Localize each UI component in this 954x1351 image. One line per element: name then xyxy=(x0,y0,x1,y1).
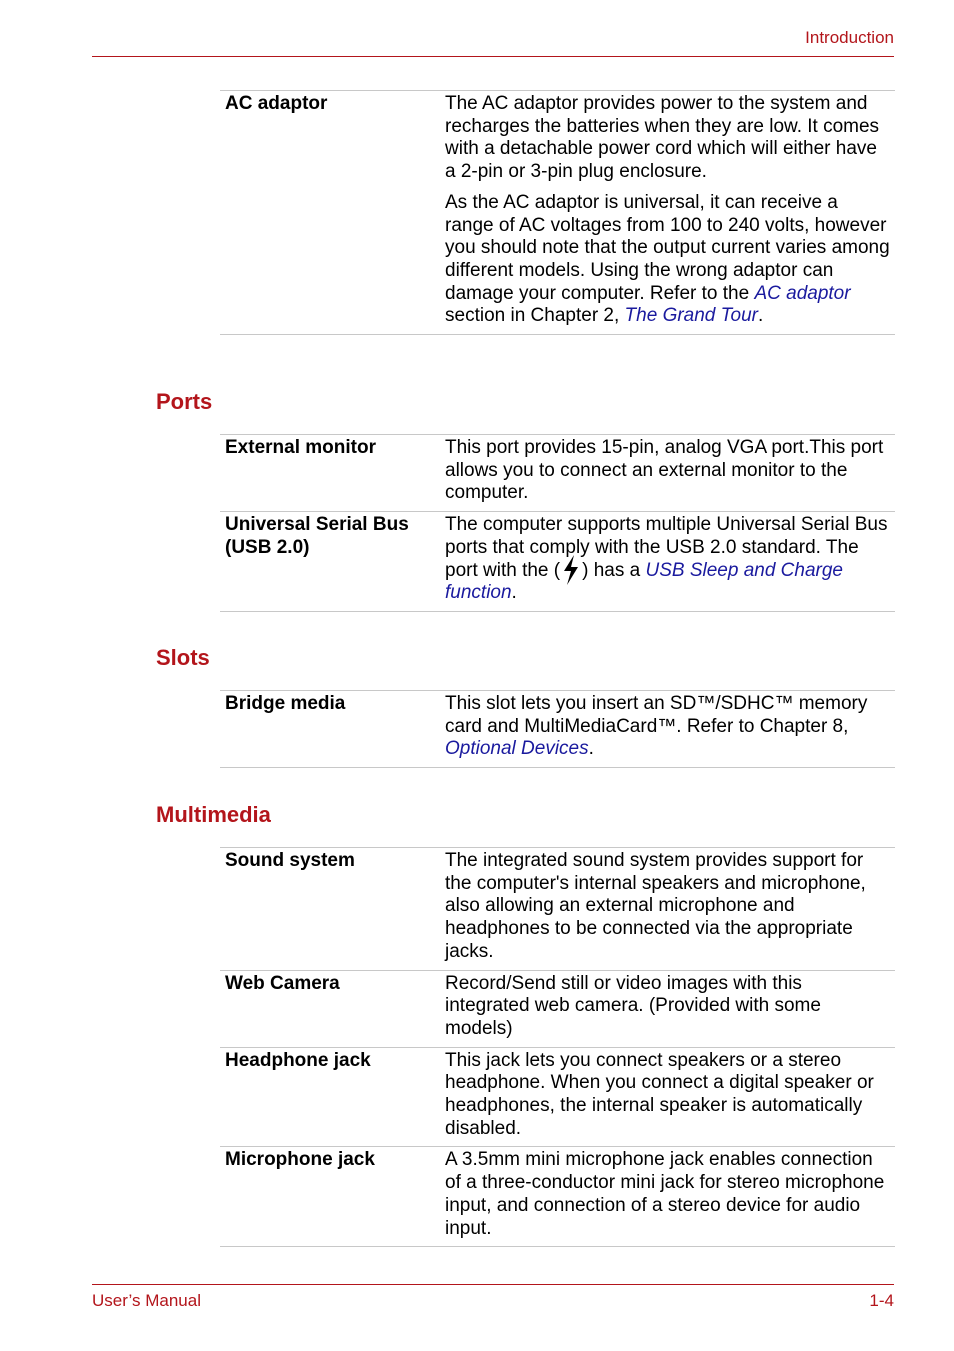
term-bridge-media: Bridge media xyxy=(225,693,346,714)
header-rule xyxy=(92,56,894,57)
section-title-slots: Slots xyxy=(156,645,210,670)
link-the-grand-tour[interactable]: The Grand Tour xyxy=(624,305,758,327)
slots-table xyxy=(220,690,895,768)
term-headphone-jack: Headphone jack xyxy=(225,1049,371,1071)
desc-ac-adaptor xyxy=(445,93,895,328)
multimedia-table xyxy=(220,847,895,1247)
table-row xyxy=(220,1147,895,1247)
desc-bridge-media: This slot lets you insert an SD™/SDHC™ memory card and MultiMediaCard™. Refer to Chapter 8, Optional Devices. xyxy=(445,693,868,760)
table-row xyxy=(220,91,895,335)
link-optional-devices[interactable]: Optional Devices xyxy=(445,738,589,760)
table-row xyxy=(220,512,895,612)
footer-rule xyxy=(92,1284,894,1285)
desc-web-camera: Record/Send still or video images with this integrated web camera. (Provided with some models) xyxy=(445,972,821,1039)
link-ac-adaptor[interactable]: AC adaptor xyxy=(754,282,851,304)
table-row xyxy=(220,971,895,1048)
ac-adaptor-paragraph-2: As the AC adaptor is universal, it can receive a range of AC voltages from 100 to 240 volts, however you should note that the output current varies among different models. Using the wrong adaptor can damage your computer. Refer to the AC adaptor section in Chapter 2, The Grand Tour. xyxy=(445,191,890,327)
term-sound-system: Sound system xyxy=(225,850,355,871)
desc-microphone-jack: A 3.5mm mini microphone jack enables connection of a three-conductor mini jack for stereo microphone input, and connection of a stereo device for audio input. xyxy=(445,1149,885,1239)
term-usb: Universal Serial Bus (USB 2.0) xyxy=(225,514,409,558)
ports-table xyxy=(220,434,895,612)
footer-manual-title: User’s Manual xyxy=(92,1291,201,1310)
table-row xyxy=(220,691,895,768)
term-external-monitor: External monitor xyxy=(225,437,376,458)
header-section-title: Introduction xyxy=(805,28,894,47)
desc-usb: The computer supports multiple Universal Serial Bus ports that comply with the USB 2.0 standard. The port with the ( ) has a USB Sleep and Charge function. xyxy=(445,514,888,604)
desc-headphone-jack: This jack lets you connect speakers or a stereo headphone. When you connect a digital speaker or headphones, the internal speaker is automatically disabled. xyxy=(445,1049,874,1139)
desc-sound-system: The integrated sound system provides support for the computer's internal speakers and microphone, also allowing an external microphone and headphones to be connected via the appropriate jacks. xyxy=(445,850,866,962)
link-usb-sleep-and-charge[interactable]: USB Sleep and Charge function xyxy=(445,559,843,604)
term-web-camera: Web Camera xyxy=(225,972,340,994)
section-title-multimedia: Multimedia xyxy=(156,802,271,827)
term-ac-adaptor: AC adaptor xyxy=(225,93,328,114)
table-row xyxy=(220,435,895,512)
footer-page-number: 1-4 xyxy=(869,1291,894,1310)
desc-external-monitor: This port provides 15-pin, analog VGA port.This port allows you to connect an external monitor to the computer. xyxy=(445,437,884,504)
table-row xyxy=(220,848,895,971)
table-row xyxy=(220,1048,895,1148)
ac-adaptor-paragraph-1: The AC adaptor provides power to the system and recharges the batteries when they are low. It comes with a detachable power cord which will either have a 2-pin or 3-pin plug enclosure. xyxy=(445,93,880,183)
ac-adaptor-table xyxy=(220,90,895,335)
usb-sleep-charge-icon xyxy=(560,554,582,586)
term-microphone-jack: Microphone jack xyxy=(225,1149,375,1171)
section-title-ports: Ports xyxy=(156,389,213,414)
